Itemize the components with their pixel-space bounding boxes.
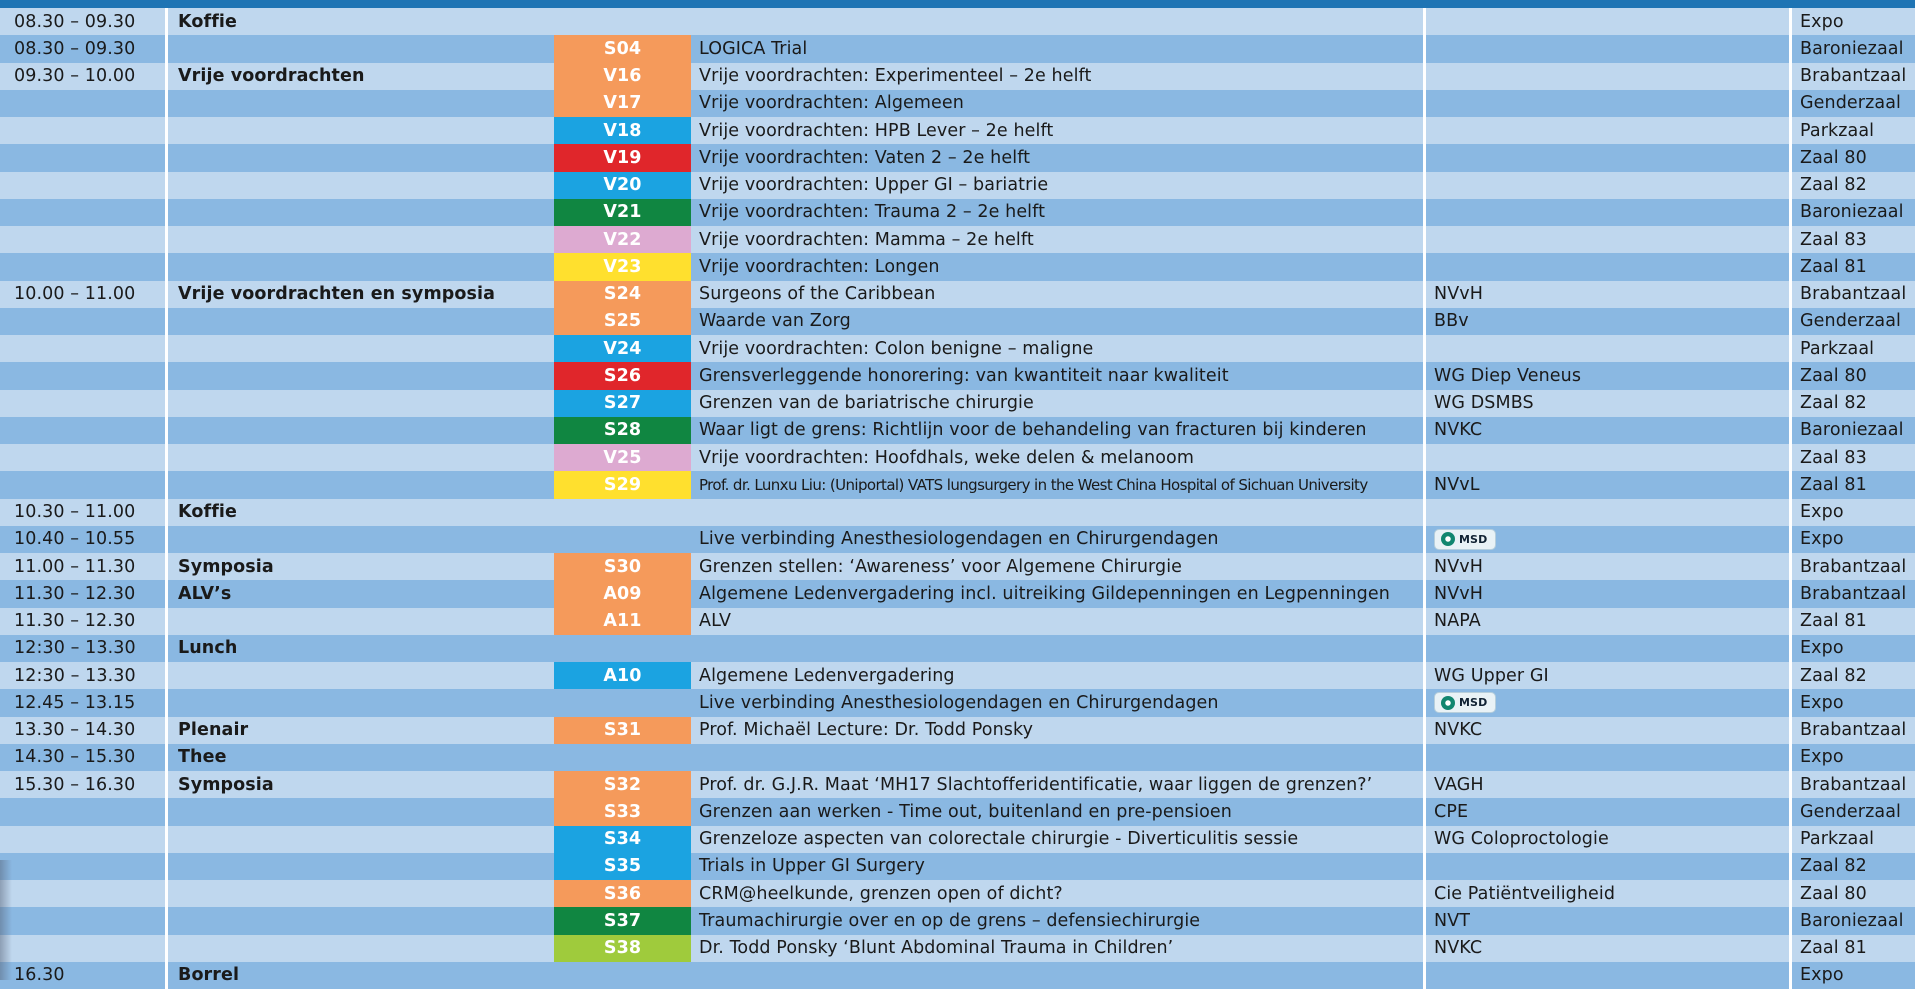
session-code: S33 [554, 798, 691, 825]
session-organizer [1423, 144, 1789, 171]
session-organizer [1423, 853, 1789, 880]
session-type [165, 853, 554, 880]
session-room: Baroniezaal [1789, 417, 1915, 444]
schedule-table [0, 8, 1915, 989]
session-organizer: NVKC [1423, 417, 1789, 444]
session-organizer [1423, 172, 1789, 199]
session-code: S25 [554, 308, 691, 335]
session-code [554, 635, 691, 662]
session-type: Borrel [165, 962, 554, 989]
session-code: V17 [554, 90, 691, 117]
session-type [165, 362, 554, 389]
session-type: Koffie [165, 499, 554, 526]
table-row [0, 63, 1915, 90]
table-row [0, 662, 1915, 689]
session-type [165, 526, 554, 553]
session-time [0, 117, 165, 144]
session-type [165, 390, 554, 417]
session-room: Zaal 82 [1789, 853, 1915, 880]
session-room: Zaal 81 [1789, 471, 1915, 498]
session-organizer: CPE [1423, 798, 1789, 825]
session-organizer [1423, 444, 1789, 471]
session-title: Waarde van Zorg [699, 311, 851, 332]
session-code [554, 689, 691, 716]
msd-logo-icon [1441, 696, 1455, 710]
session-room: Parkzaal [1789, 826, 1915, 853]
session-time [0, 335, 165, 362]
session-organizer [1423, 199, 1789, 226]
session-title: Vrije voordrachten: Colon benigne – maligne [699, 338, 1094, 359]
session-type [165, 935, 554, 962]
session-code: S28 [554, 417, 691, 444]
session-type [165, 826, 554, 853]
table-row [0, 281, 1915, 308]
session-type: Vrije voordrachten en symposia [165, 281, 554, 308]
session-title: Vrije voordrachten: Mamma – 2e helft [699, 229, 1034, 250]
session-time [0, 390, 165, 417]
session-code: V23 [554, 253, 691, 280]
session-organizer [1423, 35, 1789, 62]
session-type [165, 798, 554, 825]
session-type: Thee [165, 744, 554, 771]
table-row [0, 308, 1915, 335]
session-title: Vrije voordrachten: HPB Lever – 2e helft [699, 120, 1054, 141]
session-room: Zaal 80 [1789, 362, 1915, 389]
table-row [0, 144, 1915, 171]
session-type [165, 35, 554, 62]
session-title: Algemene Ledenvergadering [699, 665, 955, 686]
session-room: Brabantzaal [1789, 63, 1915, 90]
session-time: 16.30 [14, 965, 65, 986]
session-organizer: WG Coloproctologie [1423, 826, 1789, 853]
session-room: Expo [1789, 499, 1915, 526]
session-room: Zaal 82 [1789, 662, 1915, 689]
session-room: Genderzaal [1789, 308, 1915, 335]
session-title: LOGICA Trial [699, 38, 808, 59]
session-title: Live verbinding Anesthesiologendagen en Chirurgendagen [699, 529, 1219, 550]
session-room: Brabantzaal [1789, 281, 1915, 308]
session-code: V18 [554, 117, 691, 144]
table-row [0, 635, 1915, 662]
session-time: 13.30 – 14.30 [14, 720, 136, 741]
session-organizer [1423, 689, 1789, 716]
session-title: Grenzen aan werken - Time out, buitenland en pre-pensioen [699, 801, 1232, 822]
session-type [165, 471, 554, 498]
session-code: S27 [554, 390, 691, 417]
session-organizer: WG Diep Veneus [1423, 362, 1789, 389]
session-type [165, 608, 554, 635]
session-organizer: NVvH [1423, 580, 1789, 607]
session-code [554, 526, 691, 553]
session-room: Parkzaal [1789, 117, 1915, 144]
session-organizer [1423, 90, 1789, 117]
session-type [165, 689, 554, 716]
session-code: V24 [554, 335, 691, 362]
session-code [554, 744, 691, 771]
session-code: S26 [554, 362, 691, 389]
session-room: Brabantzaal [1789, 717, 1915, 744]
session-code: V21 [554, 199, 691, 226]
session-time [0, 253, 165, 280]
session-time: 12:30 – 13.30 [14, 638, 136, 659]
session-room: Zaal 81 [1789, 608, 1915, 635]
session-room: Expo [1789, 962, 1915, 989]
table-row [0, 526, 1915, 553]
table-row [0, 335, 1915, 362]
session-room: Genderzaal [1789, 798, 1915, 825]
session-type [165, 117, 554, 144]
session-code: A10 [554, 662, 691, 689]
table-row [0, 826, 1915, 853]
session-room: Expo [1789, 689, 1915, 716]
session-room: Expo [1789, 744, 1915, 771]
session-type: ALV’s [165, 580, 554, 607]
session-type [165, 417, 554, 444]
msd-logo-icon [1441, 532, 1455, 546]
sponsor-logo-text: MSD [1459, 532, 1488, 546]
session-type [165, 144, 554, 171]
session-title: Vrije voordrachten: Experimenteel – 2e helft [699, 66, 1092, 87]
session-type [165, 172, 554, 199]
session-title: Prof. Michaël Lecture: Dr. Todd Ponsky [699, 720, 1034, 741]
session-code: V16 [554, 63, 691, 90]
session-title: CRM@heelkunde, grenzen open of dicht? [699, 883, 1063, 904]
session-room: Brabantzaal [1789, 580, 1915, 607]
table-row [0, 35, 1915, 62]
session-room: Zaal 82 [1789, 172, 1915, 199]
session-organizer: WG Upper GI [1423, 662, 1789, 689]
session-code: A11 [554, 608, 691, 635]
table-row [0, 962, 1915, 989]
session-organizer [1423, 8, 1789, 35]
table-row [0, 199, 1915, 226]
session-organizer: NVvH [1423, 281, 1789, 308]
header-bar [0, 0, 1915, 8]
session-type [165, 880, 554, 907]
table-row [0, 744, 1915, 771]
session-type [165, 253, 554, 280]
session-organizer: NVT [1423, 907, 1789, 934]
session-time [0, 308, 165, 335]
table-row [0, 172, 1915, 199]
session-organizer [1423, 962, 1789, 989]
session-organizer [1423, 226, 1789, 253]
session-time [0, 798, 165, 825]
session-type: Symposia [165, 771, 554, 798]
session-type: Vrije voordrachten [165, 63, 554, 90]
session-time: 14.30 – 15.30 [14, 747, 136, 768]
session-type [165, 335, 554, 362]
session-title: Vrije voordrachten: Vaten 2 – 2e helft [699, 147, 1031, 168]
session-code: S38 [554, 935, 691, 962]
session-title [691, 8, 1423, 35]
session-code: S37 [554, 907, 691, 934]
table-row [0, 580, 1915, 607]
table-row [0, 117, 1915, 144]
session-room: Expo [1789, 635, 1915, 662]
session-type: Lunch [165, 635, 554, 662]
session-title: Vrije voordrachten: Algemeen [699, 93, 964, 114]
session-organizer: NVvH [1423, 553, 1789, 580]
session-organizer: WG DSMBS [1423, 390, 1789, 417]
session-organizer: BBv [1423, 308, 1789, 335]
session-code [554, 499, 691, 526]
session-organizer [1423, 499, 1789, 526]
session-time [0, 226, 165, 253]
session-title [691, 499, 1423, 526]
table-row [0, 880, 1915, 907]
session-time: 11.30 – 12.30 [14, 583, 136, 604]
session-title: Surgeons of the Caribbean [699, 284, 936, 305]
session-organizer [1423, 63, 1789, 90]
session-type: Koffie [165, 8, 554, 35]
session-type [165, 308, 554, 335]
session-time [0, 362, 165, 389]
session-title [691, 744, 1423, 771]
session-time: 12.45 – 13.15 [14, 692, 136, 713]
session-time [0, 444, 165, 471]
session-code: S31 [554, 717, 691, 744]
session-time: 08.30 – 09.30 [14, 38, 136, 59]
session-code [554, 8, 691, 35]
session-title: Vrije voordrachten: Trauma 2 – 2e helft [699, 202, 1046, 223]
session-title: Grenzeloze aspecten van colorectale chirurgie - Diverticulitis sessie [699, 829, 1299, 850]
session-organizer [1423, 335, 1789, 362]
session-room: Baroniezaal [1789, 35, 1915, 62]
session-room: Baroniezaal [1789, 199, 1915, 226]
session-room: Zaal 80 [1789, 880, 1915, 907]
session-type: Plenair [165, 717, 554, 744]
session-title: Algemene Ledenvergadering incl. uitreiking Gildepenningen en Legpenningen [699, 583, 1390, 604]
session-time [0, 172, 165, 199]
session-room: Brabantzaal [1789, 553, 1915, 580]
session-organizer: VAGH [1423, 771, 1789, 798]
session-time: 11.30 – 12.30 [14, 611, 136, 632]
session-type [165, 444, 554, 471]
session-title: Traumachirurgie over en op de grens – defensiechirurgie [699, 910, 1201, 931]
table-row [0, 417, 1915, 444]
table-row [0, 444, 1915, 471]
session-organizer [1423, 635, 1789, 662]
session-title: Grenzen van de bariatrische chirurgie [699, 393, 1034, 414]
session-title: Live verbinding Anesthesiologendagen en Chirurgendagen [699, 692, 1219, 713]
session-type [165, 199, 554, 226]
session-code: V20 [554, 172, 691, 199]
session-time [0, 471, 165, 498]
session-code: S24 [554, 281, 691, 308]
session-title: Vrije voordrachten: Longen [699, 256, 940, 277]
session-title: ALV [699, 611, 732, 632]
session-room: Expo [1789, 8, 1915, 35]
session-title: Prof. dr. G.J.R. Maat ‘MH17 Slachtofferidentificatie, waar liggen de grenzen?’ [699, 774, 1373, 795]
session-time [0, 935, 165, 962]
session-title: Trials in Upper GI Surgery [699, 856, 925, 877]
session-code: S29 [554, 471, 691, 498]
session-organizer [1423, 253, 1789, 280]
session-time: 09.30 – 10.00 [14, 66, 136, 87]
session-code: S36 [554, 880, 691, 907]
table-row [0, 689, 1915, 716]
session-type [165, 226, 554, 253]
table-row [0, 553, 1915, 580]
session-room: Baroniezaal [1789, 907, 1915, 934]
table-row [0, 798, 1915, 825]
session-code: S32 [554, 771, 691, 798]
session-code: S30 [554, 553, 691, 580]
sponsor-logo [1434, 529, 1496, 550]
session-room: Zaal 81 [1789, 935, 1915, 962]
session-time [0, 853, 165, 880]
session-code: S34 [554, 826, 691, 853]
table-row [0, 253, 1915, 280]
session-room: Zaal 83 [1789, 226, 1915, 253]
session-time [0, 907, 165, 934]
session-time: 10.00 – 11.00 [14, 284, 136, 305]
session-time [0, 199, 165, 226]
session-type [165, 90, 554, 117]
session-code: V22 [554, 226, 691, 253]
table-row [0, 90, 1915, 117]
table-row [0, 226, 1915, 253]
session-organizer [1423, 526, 1789, 553]
session-title: Prof. dr. Lunxu Liu: (Uniportal) VATS lungsurgery in the West China Hospital of Sichuan University [699, 475, 1368, 494]
session-title: Grensverleggende honorering: van kwantiteit naar kwaliteit [699, 365, 1229, 386]
session-title [691, 635, 1423, 662]
sponsor-logo-text: MSD [1459, 696, 1488, 710]
session-time: 10.40 – 10.55 [14, 529, 136, 550]
session-organizer: NAPA [1423, 608, 1789, 635]
session-organizer [1423, 117, 1789, 144]
table-row [0, 499, 1915, 526]
session-organizer: Cie Patiëntveiligheid [1423, 880, 1789, 907]
session-type: Symposia [165, 553, 554, 580]
session-title: Vrije voordrachten: Hoofdhals, weke delen & melanoom [699, 447, 1194, 468]
session-type [165, 907, 554, 934]
session-code: V19 [554, 144, 691, 171]
session-time: 12:30 – 13.30 [14, 665, 136, 686]
session-type [165, 662, 554, 689]
session-organizer [1423, 744, 1789, 771]
session-code [554, 962, 691, 989]
session-room: Parkzaal [1789, 335, 1915, 362]
session-time [0, 144, 165, 171]
session-time [0, 880, 165, 907]
session-code: S35 [554, 853, 691, 880]
table-row [0, 390, 1915, 417]
session-time: 08.30 – 09.30 [14, 11, 136, 32]
session-time: 11.00 – 11.30 [14, 556, 136, 577]
table-row [0, 907, 1915, 934]
session-title: Dr. Todd Ponsky ‘Blunt Abdominal Trauma in Children’ [699, 938, 1174, 959]
session-organizer: NVKC [1423, 935, 1789, 962]
session-room: Zaal 80 [1789, 144, 1915, 171]
sponsor-logo [1434, 692, 1496, 713]
session-room: Zaal 81 [1789, 253, 1915, 280]
session-title: Vrije voordrachten: Upper GI – bariatrie [699, 175, 1049, 196]
session-code: A09 [554, 580, 691, 607]
session-room: Zaal 82 [1789, 390, 1915, 417]
session-time: 10.30 – 11.00 [14, 502, 136, 523]
table-row [0, 8, 1915, 35]
session-title: Waar ligt de grens: Richtlijn voor de behandeling van fracturen bij kinderen [699, 420, 1367, 441]
session-room: Zaal 83 [1789, 444, 1915, 471]
session-organizer: NVKC [1423, 717, 1789, 744]
session-time [0, 90, 165, 117]
session-title [691, 962, 1423, 989]
session-time [0, 417, 165, 444]
table-row [0, 853, 1915, 880]
session-room: Expo [1789, 526, 1915, 553]
session-code: S04 [554, 35, 691, 62]
table-row [0, 717, 1915, 744]
session-time [0, 826, 165, 853]
table-row [0, 471, 1915, 498]
table-row [0, 608, 1915, 635]
session-room: Brabantzaal [1789, 771, 1915, 798]
session-time: 15.30 – 16.30 [14, 774, 136, 795]
table-row [0, 362, 1915, 389]
table-row [0, 935, 1915, 962]
session-code: V25 [554, 444, 691, 471]
session-organizer: NVvL [1423, 471, 1789, 498]
session-title: Grenzen stellen: ‘Awareness’ voor Algemene Chirurgie [699, 556, 1183, 577]
table-row [0, 771, 1915, 798]
session-room: Genderzaal [1789, 90, 1915, 117]
